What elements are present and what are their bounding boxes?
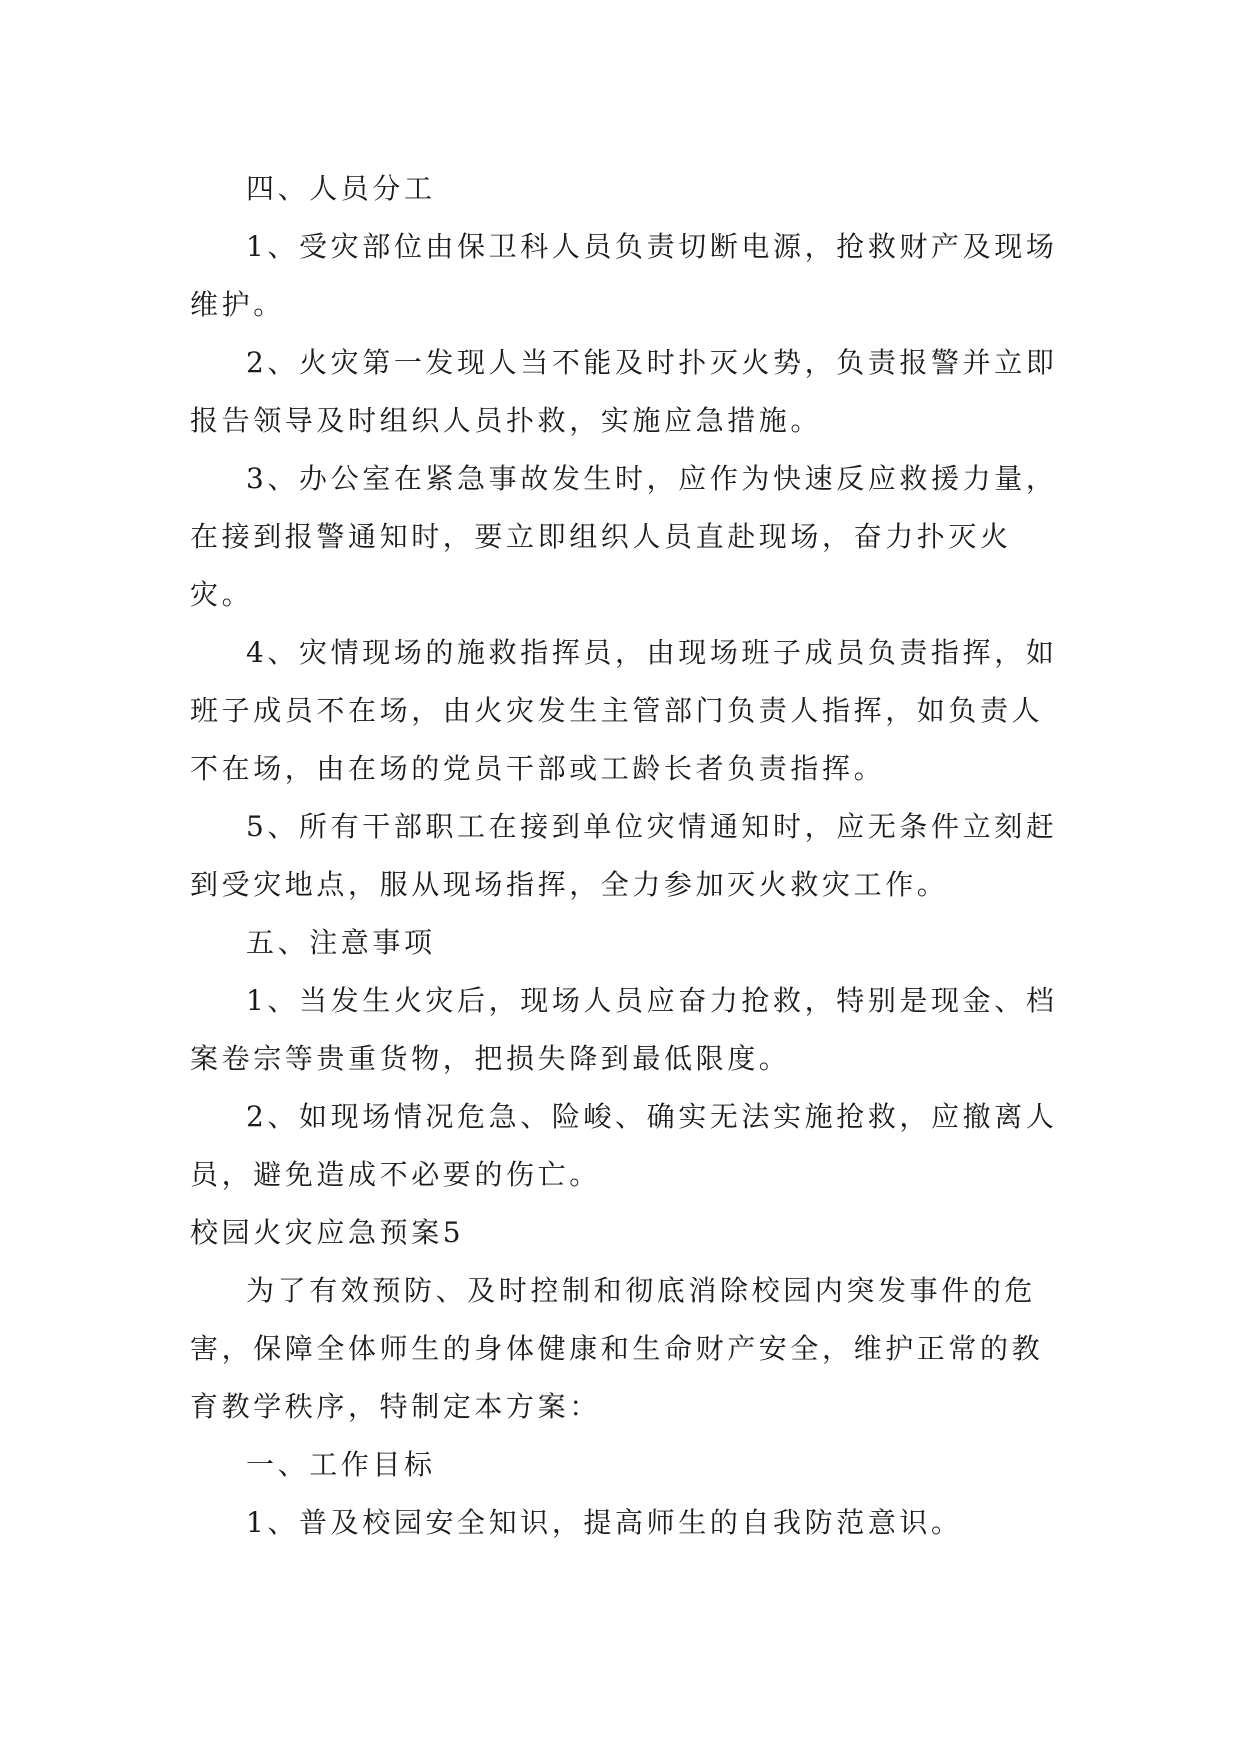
paragraph-note-1: 1、当发生火灾后，现场人员应奋力抢救，特别是现金、档案卷宗等贵重货物，把损失降到最低限度。 <box>190 984 1058 1075</box>
paragraph-item-4: 4、灾情现场的施救指挥员，由现场班子成员负责指挥，如班子成员不在场，由火灾发生主管部门负责人指挥，如负责人不在场，由在场的党员干部或工龄长者负责指挥。 <box>190 636 1058 785</box>
document-body <box>190 160 1060 1552</box>
section-heading-notes: 五、注意事项 <box>246 926 436 959</box>
paragraph-item-1: 1、受灾部位由保卫科人员负责切断电源，抢救财产及现场维护。 <box>190 230 1058 321</box>
paragraph-item-3: 3、办公室在紧急事故发生时，应作为快速反应救援力量，在接到报警通知时，要立即组织人员直赴现场，奋力扑灭火灾。 <box>190 462 1058 611</box>
document-title: 校园火灾应急预案5 <box>190 1216 465 1249</box>
paragraph-item-5: 5、所有干部职工在接到单位灾情通知时，应无条件立刻赶到受灾地点，服从现场指挥，全力参加灭火救灾工作。 <box>190 810 1058 901</box>
paragraph-intro: 为了有效预防、及时控制和彻底消除校园内突发事件的危害，保障全体师生的身体健康和生命财产安全，维护正常的教育教学秩序，特制定本方案： <box>190 1274 1044 1423</box>
paragraph-goal-1: 1、普及校园安全知识，提高师生的自我防范意识。 <box>246 1506 963 1539</box>
section-heading-staff-division: 四、人员分工 <box>246 172 436 205</box>
paragraph-note-2: 2、如现场情况危急、险峻、确实无法实施抢救，应撤离人员，避免造成不必要的伤亡。 <box>190 1100 1058 1191</box>
paragraph-item-2: 2、火灾第一发现人当不能及时扑灭火势，负责报警并立即报告领导及时组织人员扑救，实施应急措施。 <box>190 346 1058 437</box>
section-heading-goals: 一、工作目标 <box>246 1448 436 1481</box>
